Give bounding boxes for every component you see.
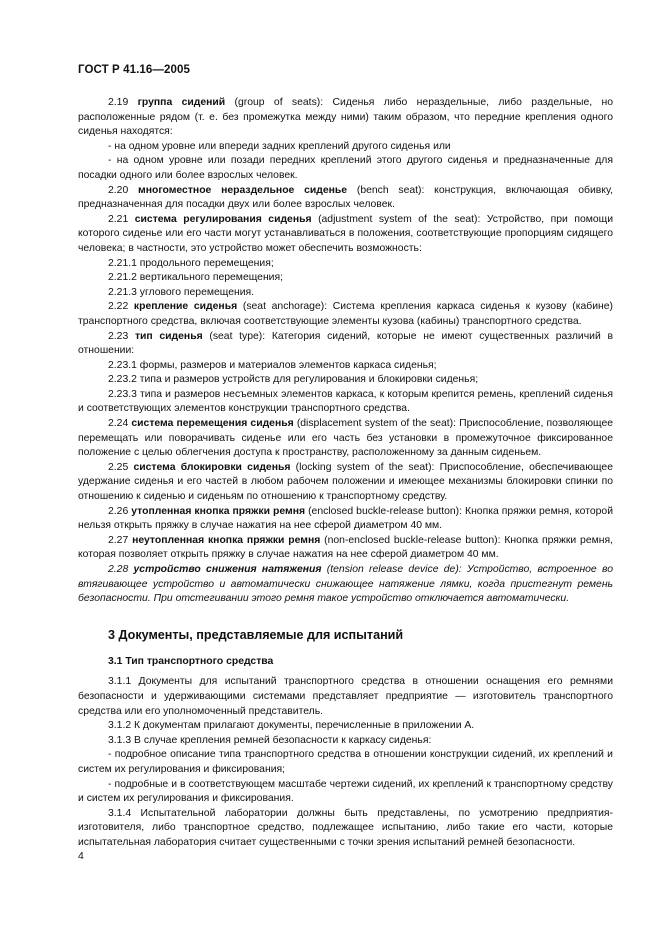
term: система перемещения сиденья (131, 418, 294, 430)
definition-text: (enclosed buckle-release button): Кнопка пряжки ремня, которой нельзя открыть пряжку в случае нажатия на нее сферой диаметром 40 мм. (78, 505, 614, 532)
list-item: - на одном уровне или позади передних креплений этого другого сиденья и предназначенные для посадки одного или более взрослых человек. (78, 155, 613, 181)
item-number: 2.21 (108, 213, 129, 225)
subsection-3-1-heading: 3.1 Тип транспортного средства (108, 655, 274, 667)
definition-2-23 (78, 330, 613, 359)
definition-2-26 (78, 505, 613, 534)
document-body (78, 96, 613, 851)
term: неутопленная кнопка пряжки ремня (132, 534, 321, 546)
list-item: 2.23.2 типа и размеров устройств для регулирования и блокировки сиденья; (108, 374, 479, 386)
definition-text: (locking system of the seat): Приспособление, обеспечивающее удержание сиденья и его частей в любом рабочем положении и имеющее механизмы блокировки спинки по отношению к сиденью и сиденьям по отношению к транспортному средству. (78, 461, 613, 503)
item-number: 2.23 (108, 330, 129, 342)
definition-2-20 (78, 184, 613, 213)
section-3-heading: 3 Документы, представляемые для испытаний (108, 627, 404, 642)
item-number: 2.26 (108, 505, 129, 517)
list-item: 2.23.3 типа и размеров несъемных элементов каркаса, к которым крепится ремень, креплений сиденья и соответствующих элементов конструкции транспортного средства. (78, 388, 613, 415)
definition-text: (tension release device de): Устройство, встроенное во втягивающее устройство и автоматически снижающее натяжение лямки, когда пристегнут ремень безопасности. При отстегивании этого ремня такое устройство отключается автоматически. (78, 564, 613, 605)
term: крепление сиденья (133, 301, 238, 313)
document-header: ГОСТ Р 41.16—2005 (78, 64, 190, 76)
list-item: - подробные и в соответствующем масштабе чертежи сидений, их креплений к транспортному средству и систем их регулирования и фиксирования. (78, 778, 613, 805)
term: система регулирования сиденья (134, 213, 312, 225)
list-item: - на одном уровне или впереди задних креплений другого сиденья или (108, 140, 451, 152)
term: устройство снижения натяжения (133, 564, 322, 575)
definition-2-19 (78, 96, 613, 140)
item-number: 2.27 (108, 534, 129, 546)
definition-2-25 (78, 461, 613, 505)
paragraph-3-1-1: 3.1.1 Документы для испытаний транспортного средства в отношении оснащения его ремнями безопасности и удерживающими системами представляет предприятие — изготовитель транспортного средства или его уполномоченный представитель. (78, 676, 613, 717)
definition-text: (seat anchorage): Система крепления каркаса сиденья к кузову (кабине) транспортного средства, включая соответствующие элементы кузова (кабины) транспортного средства. (78, 301, 613, 327)
list-item: 2.21.2 вертикального перемещения; (108, 272, 283, 284)
definition-text: (adjustment system of the seat): Устройство, при помощи которого сиденье или его части могут устанавливаться в положения, соответствующие пропорциям сидящего человека; в частности, это устройство может обеспечить возможность: (78, 213, 614, 254)
paragraph-3-1-4: 3.1.4 Испытательной лаборатории должны быть представлены, по усмотрению предприятия-изготовителя, либо транспортное средство, подлежащее испытанию, либо такие его части, которые испытательная лаборатория считает существенными с точки зрения испытаний ремней безопасности. (78, 807, 613, 848)
definition-text: (group of seats): Сиденья либо нераздельные, либо раздельные, но расположенные рядом (т. е. без промежутка между ними) таким образом, что передние крепления одного сиденья находятся: (78, 97, 613, 138)
item-number: 2.20 (108, 184, 129, 196)
item-number: 2.22 (108, 301, 129, 313)
definition-2-28 (78, 563, 613, 607)
paragraph-3-1-3: 3.1.3 В случае крепления ремней безопасности к каркасу сиденья: (108, 734, 432, 746)
definition-2-24 (78, 417, 613, 461)
definition-text: (non-enclosed buckle-release button): Кнопка пряжки ремня, которая позволяет открыть пряжку в случае нажатия на нее сферой диаметром 40 мм. (78, 534, 613, 561)
list-item: 2.21.1 продольного перемещения; (108, 257, 274, 269)
definition-2-22 (78, 300, 613, 329)
definition-2-21 (78, 213, 613, 257)
page-number: 4 (78, 851, 84, 862)
list-item: 2.21.3 углового перемещения. (108, 286, 255, 298)
list-item: - подробное описание типа транспортного средства в отношении конструкции сидений, их креплений и систем их регулирования и фиксирования; (78, 749, 613, 775)
paragraph-3-1-2: 3.1.2 К документам прилагают документы, перечисленные в приложении А. (108, 720, 475, 732)
list-item: 2.23.1 формы, размеров и материалов элементов каркаса сиденья; (108, 359, 437, 371)
term: утопленная кнопка пряжки ремня (131, 505, 306, 517)
item-number: 2.24 (108, 418, 129, 430)
definition-text: (seat type): Категория сидений, которые не имеют существенных различий в отношении: (78, 330, 613, 357)
definition-text: (bench seat): конструкция, включающая обивку, предназначенная для посадки двух или более взрослых человек. (78, 184, 614, 211)
item-number: 2.25 (108, 461, 129, 473)
term: система блокировки сиденья (133, 461, 291, 473)
definition-text: (displacement system of the seat): Приспособление, позволяющее перемещать или поворачивать сиденье или его часть без установки в промежуточное фиксированное положение с целью облегчения доступа к пространству, расположенному за данным сиденьем. (78, 418, 614, 459)
definition-2-27 (78, 534, 613, 563)
term: группа сидений (137, 97, 226, 108)
item-number: 2.28 (108, 564, 129, 575)
term: тип сиденья (134, 330, 203, 342)
term: многоместное нераздельное сиденье (138, 184, 348, 196)
item-number: 2.19 (108, 97, 129, 108)
